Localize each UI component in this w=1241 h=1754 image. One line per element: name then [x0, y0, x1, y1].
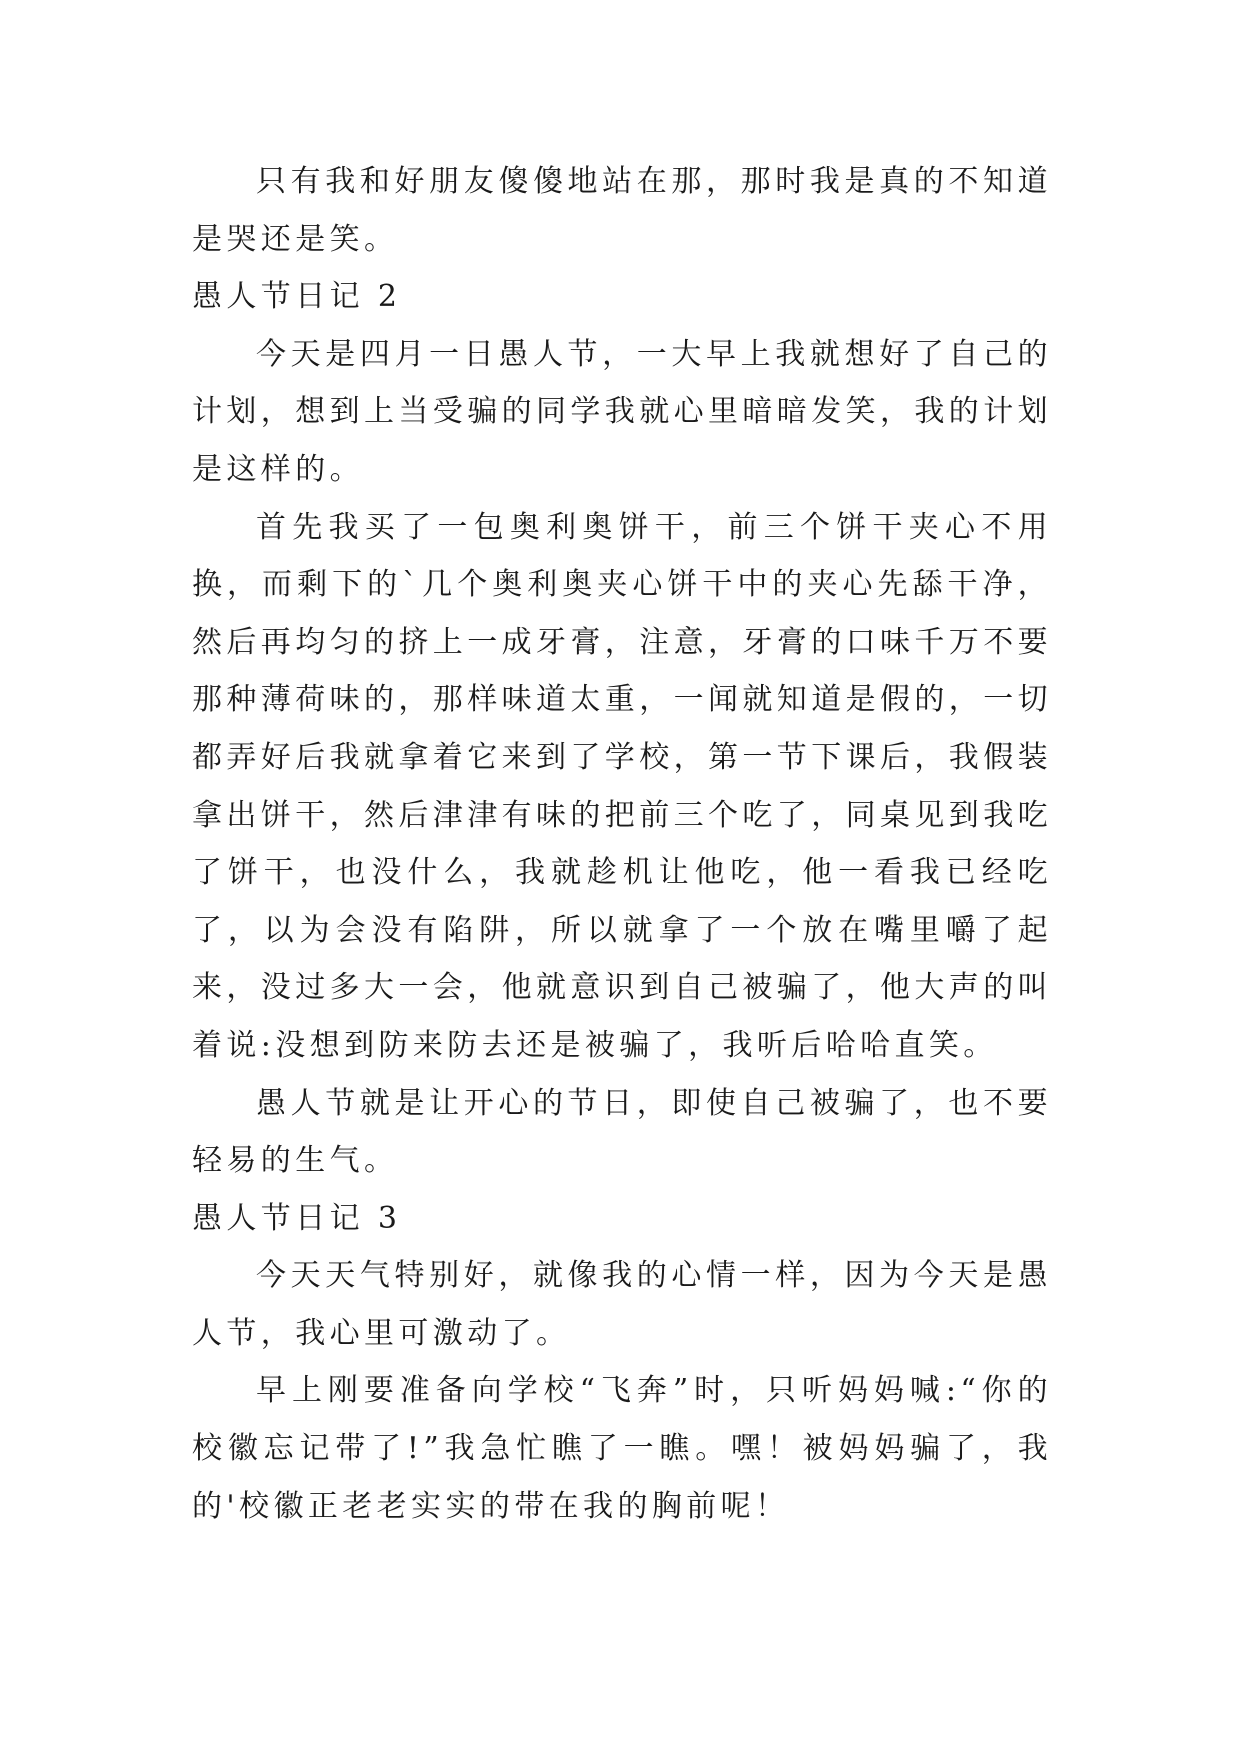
paragraph-6: 早上刚要准备向学校“飞奔”时，只听妈妈喊:“你的校徽忘记带了!”我急忙瞧了一瞧。嘿！被妈妈骗了，我的'校徽正老老实实的带在我的胸前呢！ [192, 1373, 1052, 1524]
paragraph-5: 今天天气特别好，就像我的心情一样，因为今天是愚人节，我心里可激动了。 [192, 1258, 1052, 1351]
paragraph-4: 愚人节就是让开心的节日，即使自己被骗了，也不要轻易的生气。 [192, 1085, 1052, 1179]
document-body [192, 153, 1052, 1535]
section-heading-2: 愚人节日记 2 [192, 279, 402, 315]
paragraph-3: 首先我买了一包奥利奥饼干，前三个饼干夹心不用换，而剩下的`几个奥利奥夹心饼干中的夹心先舔干净，然后再均匀的挤上一成牙膏，注意，牙膏的口味千万不要那种薄荷味的，那样味道太重，一闻就知道是假的，一切都弄好后我就拿着它来到了学校，第一节下课后，我假装拿出饼干，然后津津有味的把前三个吃了，同桌见到我吃了饼干，也没什么，我就趁机让他吃，他一看我已经吃了，以为会没有陷阱，所以就拿了一个放在嘴里嚼了起来，没过多大一会，他就意识到自己被骗了，他大声的叫着说:没想到防来防去还是被骗了，我听后哈哈直笑。 [192, 509, 1052, 1063]
section-heading-3: 愚人节日记 3 [192, 1200, 402, 1236]
paragraph-1: 只有我和好朋友傻傻地站在那，那时我是真的不知道是哭还是笑。 [192, 164, 1052, 257]
paragraph-2: 今天是四月一日愚人节，一大早上我就想好了自己的计划，想到上当受骗的同学我就心里暗暗发笑，我的计划是这样的。 [192, 336, 1052, 487]
